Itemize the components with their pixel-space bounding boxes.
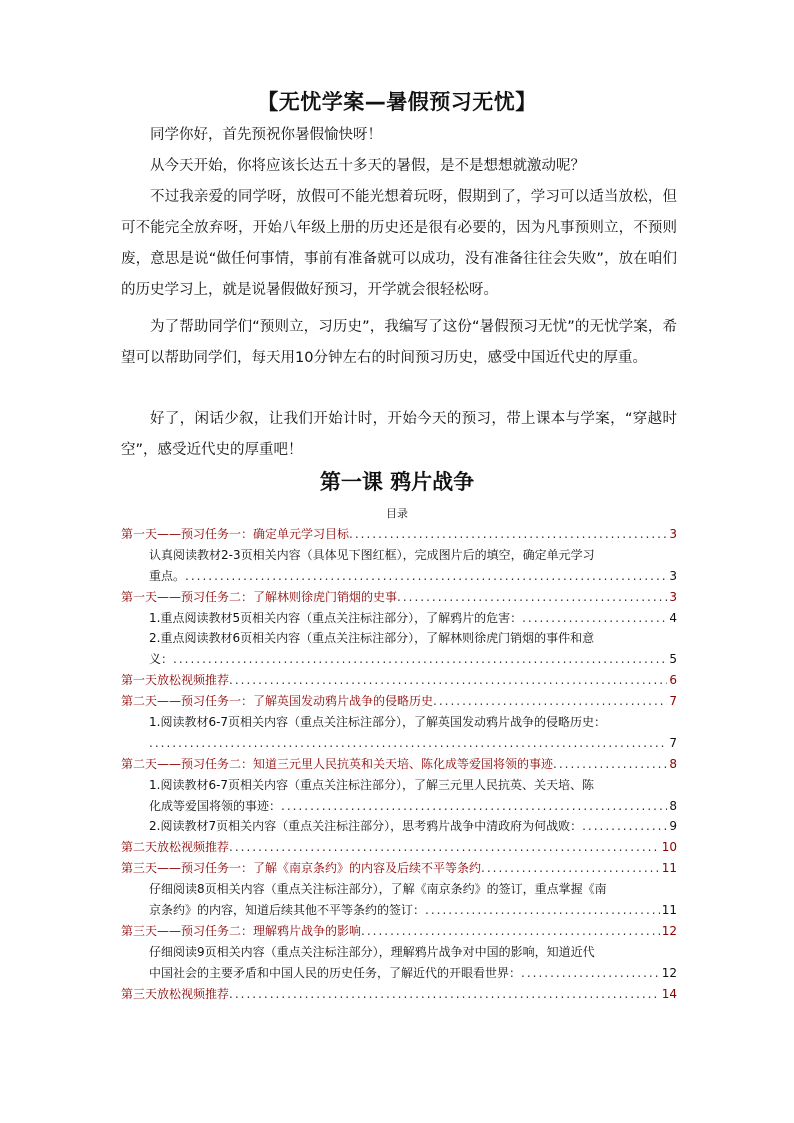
intro-paragraph: 好了，闲话少叙，让我们开始计时，开始今天的预习，带上课本与学案，“穿越时空”，感受近代史的厚重吧！ xyxy=(121,411,677,458)
toc-page-number: 12 xyxy=(661,923,677,938)
toc-heading: 目录 xyxy=(386,507,408,520)
toc-leader-dots xyxy=(229,670,667,691)
toc-entry-text: 第二天——预习任务一：了解英国发动鸦片战争的侵略历史 xyxy=(121,694,434,709)
toc-page-number: 12 xyxy=(661,965,677,980)
toc-page-number: 8 xyxy=(669,756,677,771)
toc-entry xyxy=(121,879,677,900)
toc-entry-text: 第三天——预习任务一：了解《南京条约》的内容及后续不平等条约 xyxy=(121,861,482,876)
toc-entry xyxy=(121,628,677,649)
toc-page-number: 3 xyxy=(669,589,677,604)
toc-page-number: 3 xyxy=(669,526,677,541)
intro-paragraph: 不过我亲爱的同学呀，放假可不能光想着玩呀，假期到了，学习可以适当放松，但可不能完全放弃呀，开始八年级上册的历史还是很有必要的，因为凡事预则立，不预则废，意思是说“做任何事情，事前有准备就可以成功，没有准备往往会失败”，放在咱们的历史学习上，就是说暑假做好预习，开学就会很轻松呀。 xyxy=(121,189,677,298)
lesson-title: 第一课 鸦片战争 xyxy=(319,470,475,494)
toc-entry xyxy=(121,942,677,963)
toc-entry-text: 重点。 xyxy=(149,568,186,583)
toc-entry-text: 仔细阅读9页相关内容（重点关注标注部分），理解鸦片战争对中国的影响，知道近代 xyxy=(149,944,595,959)
toc-leader-dots xyxy=(281,796,667,817)
toc-entry[interactable] xyxy=(121,691,677,712)
toc-entry[interactable] xyxy=(121,984,677,1005)
toc-entry xyxy=(121,775,677,796)
toc-entry xyxy=(121,816,677,837)
toc-page-number: 4 xyxy=(669,610,677,625)
toc-leader-dots xyxy=(185,566,667,587)
toc-entry-text: 第二天放松视频推荐 xyxy=(121,840,230,855)
toc-entry xyxy=(121,649,677,670)
toc-page-number: 11 xyxy=(661,861,677,876)
toc-entry-text: 2.阅读教材7页相关内容（重点关注标注部分），思考鸦片战争中清政府为何战败： xyxy=(149,819,583,834)
toc-entry xyxy=(121,900,677,921)
toc-entry xyxy=(121,796,677,817)
document-title: 【无忧学案—暑假预习无忧】 xyxy=(257,90,537,114)
toc-entry xyxy=(121,566,677,587)
toc-leader-dots xyxy=(481,858,660,879)
intro-paragraph-1-container xyxy=(121,120,677,151)
table-of-contents xyxy=(121,524,677,1004)
toc-entry-text: 第一天放松视频推荐 xyxy=(121,673,230,688)
toc-page-number: 10 xyxy=(661,840,677,855)
toc-leader-dots xyxy=(149,733,667,754)
toc-page-number: 3 xyxy=(669,568,677,583)
intro-paragraph-5-container xyxy=(121,404,677,466)
toc-entry xyxy=(121,733,677,754)
toc-page-number: 7 xyxy=(669,735,677,750)
toc-entry-text: 义： xyxy=(149,652,174,667)
toc-leader-dots xyxy=(349,524,667,545)
toc-entry xyxy=(121,712,677,733)
toc-entry-text: 第二天——预习任务二：知道三元里人民抗英和关天培、陈化成等爱国将领的事迹 xyxy=(121,756,554,771)
toc-entry-text: 1.阅读教材6-7页相关内容（重点关注标注部分），了解英国发动鸦片战争的侵略历史： xyxy=(149,715,607,729)
toc-entry-text: 化成等爱国将领的事迹： xyxy=(149,798,282,813)
toc-entry-text: 中国社会的主要矛盾和中国人民的历史任务，了解近代的开眼看世界： xyxy=(149,965,522,980)
intro-paragraph: 从今天开始，你将应该长达五十多天的暑假，是不是想想就激动呢？ xyxy=(150,158,585,174)
toc-entry[interactable] xyxy=(121,587,677,608)
toc-leader-dots xyxy=(433,691,667,712)
toc-page-number: 9 xyxy=(669,819,677,834)
toc-leader-dots xyxy=(361,921,660,942)
toc-page-number: 6 xyxy=(669,673,677,688)
toc-leader-dots xyxy=(173,649,667,670)
toc-entry xyxy=(121,608,677,629)
intro-paragraph-4-container xyxy=(121,312,677,374)
toc-entry-text: 第三天放松视频推荐 xyxy=(121,986,230,1001)
intro-paragraph: 为了帮助同学们“预则立，习历史”，我编写了这份“暑假预习无忧”的无忧学案，希望可以帮助同学们，每天用10分钟左右的时间预习历史，感受中国近代史的厚重。 xyxy=(121,319,677,366)
toc-leader-dots xyxy=(229,837,660,858)
toc-entry xyxy=(121,545,677,566)
toc-entry-text: 1.重点阅读教材5页相关内容（重点关注标注部分），了解鸦片的危害： xyxy=(149,610,523,625)
toc-page-number: 8 xyxy=(669,798,677,813)
toc-entry[interactable] xyxy=(121,754,677,775)
intro-paragraph-3-container xyxy=(121,182,677,306)
toc-entry[interactable] xyxy=(121,670,677,691)
toc-page-number: 14 xyxy=(661,986,677,1001)
toc-entry-text: 第三天——预习任务二：理解鸦片战争的影响 xyxy=(121,923,362,938)
toc-entry-text: 第一天——预习任务二：了解林则徐虎门销烟的史事 xyxy=(121,589,398,604)
toc-entry-text: 1.阅读教材6-7页相关内容（重点关注标注部分），了解三元里人民抗英、关天培、陈 xyxy=(149,777,595,792)
toc-entry[interactable] xyxy=(121,921,677,942)
toc-leader-dots xyxy=(521,963,660,984)
toc-leader-dots xyxy=(553,754,667,775)
toc-page-number: 5 xyxy=(669,652,677,667)
toc-leader-dots xyxy=(425,900,660,921)
toc-page-number: 11 xyxy=(661,903,677,918)
intro-paragraph: 同学你好，首先预祝你暑假愉快呀！ xyxy=(150,127,382,143)
toc-entry-text: 京条约》的内容，知道后续其他不平等条约的签订： xyxy=(149,903,426,918)
toc-entry[interactable] xyxy=(121,524,677,545)
toc-entry-text: 仔细阅读8页相关内容（重点关注标注部分），了解《南京条约》的签订，重点掌握《南 xyxy=(149,882,607,897)
toc-entry-text: 2.重点阅读教材6页相关内容（重点关注标注部分），了解林则徐虎门销烟的事件和意 xyxy=(149,631,595,646)
toc-entry[interactable] xyxy=(121,858,677,879)
toc-leader-dots xyxy=(582,816,667,837)
toc-page-number: 7 xyxy=(669,694,677,709)
intro-paragraph-2-container xyxy=(121,151,677,182)
toc-leader-dots xyxy=(229,984,660,1005)
toc-entry[interactable] xyxy=(121,837,677,858)
toc-entry xyxy=(121,963,677,984)
toc-entry-text: 认真阅读教材2-3页相关内容（具体见下图红框），完成图片后的填空，确定单元学习 xyxy=(149,547,595,562)
toc-leader-dots xyxy=(522,608,667,629)
toc-leader-dots xyxy=(397,587,667,608)
toc-entry-text: 第一天——预习任务一：确定单元学习目标 xyxy=(121,526,350,541)
